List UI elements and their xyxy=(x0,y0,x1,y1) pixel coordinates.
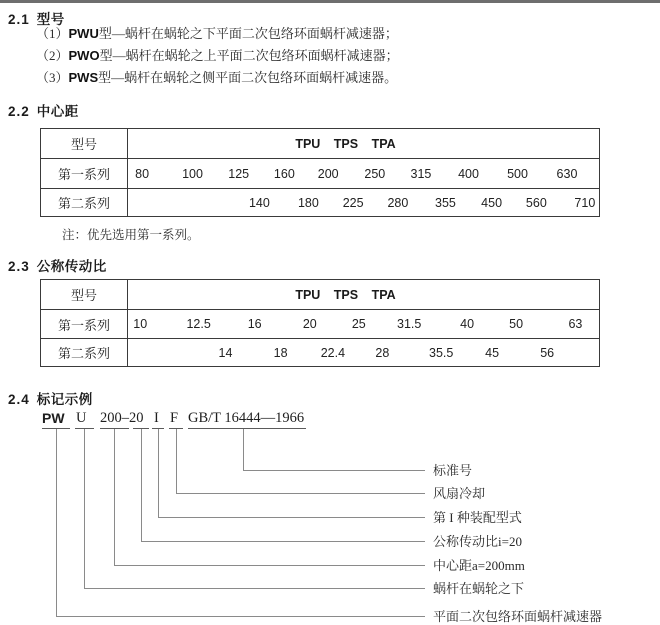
table-value: 14 xyxy=(218,345,233,360)
callout-label: 蜗杆在蜗轮之下 xyxy=(433,581,525,596)
section-title: 标记示例 xyxy=(36,392,93,407)
callout-line xyxy=(56,429,425,617)
callout-label: 标准号 xyxy=(433,463,473,478)
table-value: 225 xyxy=(342,195,364,210)
table-value: 140 xyxy=(248,195,270,210)
corner-header-cell: 型号 xyxy=(41,129,128,158)
table-value: 180 xyxy=(297,195,319,210)
table-value: 22.4 xyxy=(320,345,346,360)
section-number: 2.4 xyxy=(8,392,30,407)
table-value: 630 xyxy=(556,166,578,181)
table-value: 50 xyxy=(509,317,524,331)
item-text: 型—蜗杆在蜗轮之上平面二次包络环面蜗杆减速器； xyxy=(99,48,399,63)
table-value: 160 xyxy=(273,166,295,181)
table-value: 710 xyxy=(574,195,596,210)
table-value: 355 xyxy=(435,195,456,210)
row-label: 第一系列 xyxy=(41,310,128,338)
table-value: 18 xyxy=(273,345,288,360)
table-value: 28 xyxy=(375,345,390,360)
table-value: 500 xyxy=(507,166,528,181)
model-span-header: TPU TPS TPA xyxy=(295,287,396,302)
marking-code-part: I xyxy=(154,410,159,426)
table-value: 125 xyxy=(228,166,250,181)
table-value: 35.5 xyxy=(429,345,454,360)
table-value: 31.5 xyxy=(397,317,422,331)
table-value: 80 xyxy=(135,166,150,181)
model-code: PWU xyxy=(68,26,99,41)
row-label: 第二系列 xyxy=(41,189,128,216)
marking-code-part: F xyxy=(170,410,179,426)
table-value: 20 xyxy=(302,317,317,331)
table-value: 10 xyxy=(133,317,148,331)
table-value: 45 xyxy=(485,345,500,360)
callout-label: 中心距a=200mm xyxy=(433,558,525,573)
table-value: 315 xyxy=(410,166,432,181)
model-code: PWS xyxy=(68,70,99,85)
table-value: 200 xyxy=(317,166,339,181)
item-index: （2） xyxy=(36,48,69,63)
model-code: PWO xyxy=(68,48,100,63)
row-label: 第二系列 xyxy=(41,339,128,366)
callout-label: 平面二次包络环面蜗杆减速器 xyxy=(433,609,603,624)
table-value: 63 xyxy=(568,317,583,331)
marking-code-part: PW xyxy=(42,410,65,426)
section-number: 2.1 xyxy=(8,12,30,27)
row-label: 第一系列 xyxy=(41,159,128,188)
table-value: 400 xyxy=(458,166,479,181)
table-value: 16 xyxy=(247,317,262,331)
item-text: 型—蜗杆在蜗轮之侧平面二次包络环面蜗杆减速器。 xyxy=(98,70,398,85)
marking-code-part: U xyxy=(76,410,87,426)
section-title: 中心距 xyxy=(36,104,79,119)
section-title: 型号 xyxy=(36,12,65,27)
section-number: 2.3 xyxy=(8,259,30,274)
item-index: （3） xyxy=(36,70,69,85)
table-note: 注：优先选用第一系列。 xyxy=(62,228,200,242)
marking-code-part: GB/T 16444—1966 xyxy=(188,410,305,426)
callout-label: 第 I 种装配型式 xyxy=(433,510,522,525)
item-index: （1） xyxy=(36,26,69,41)
corner-header-cell: 型号 xyxy=(41,280,128,309)
table-value: 250 xyxy=(364,166,386,181)
table-value: 100 xyxy=(182,166,203,181)
marking-code-part: 200–20 xyxy=(100,410,144,426)
section-number: 2.2 xyxy=(8,104,30,119)
table-value: 40 xyxy=(460,317,475,331)
table-value: 25 xyxy=(351,317,366,331)
callout-label: 公称传动比i=20 xyxy=(433,534,522,549)
table-value: 280 xyxy=(387,195,409,210)
table-value: 56 xyxy=(540,345,555,360)
table-value: 450 xyxy=(481,195,503,210)
section-title: 公称传动比 xyxy=(36,259,107,274)
table-value: 12.5 xyxy=(186,317,211,331)
model-span-header: TPU TPS TPA xyxy=(295,136,396,151)
item-text: 型—蜗杆在蜗轮之下平面二次包络环面蜗杆减速器； xyxy=(98,26,398,41)
callout-label: 风扇冷却 xyxy=(433,486,486,501)
table-value: 560 xyxy=(525,195,547,210)
